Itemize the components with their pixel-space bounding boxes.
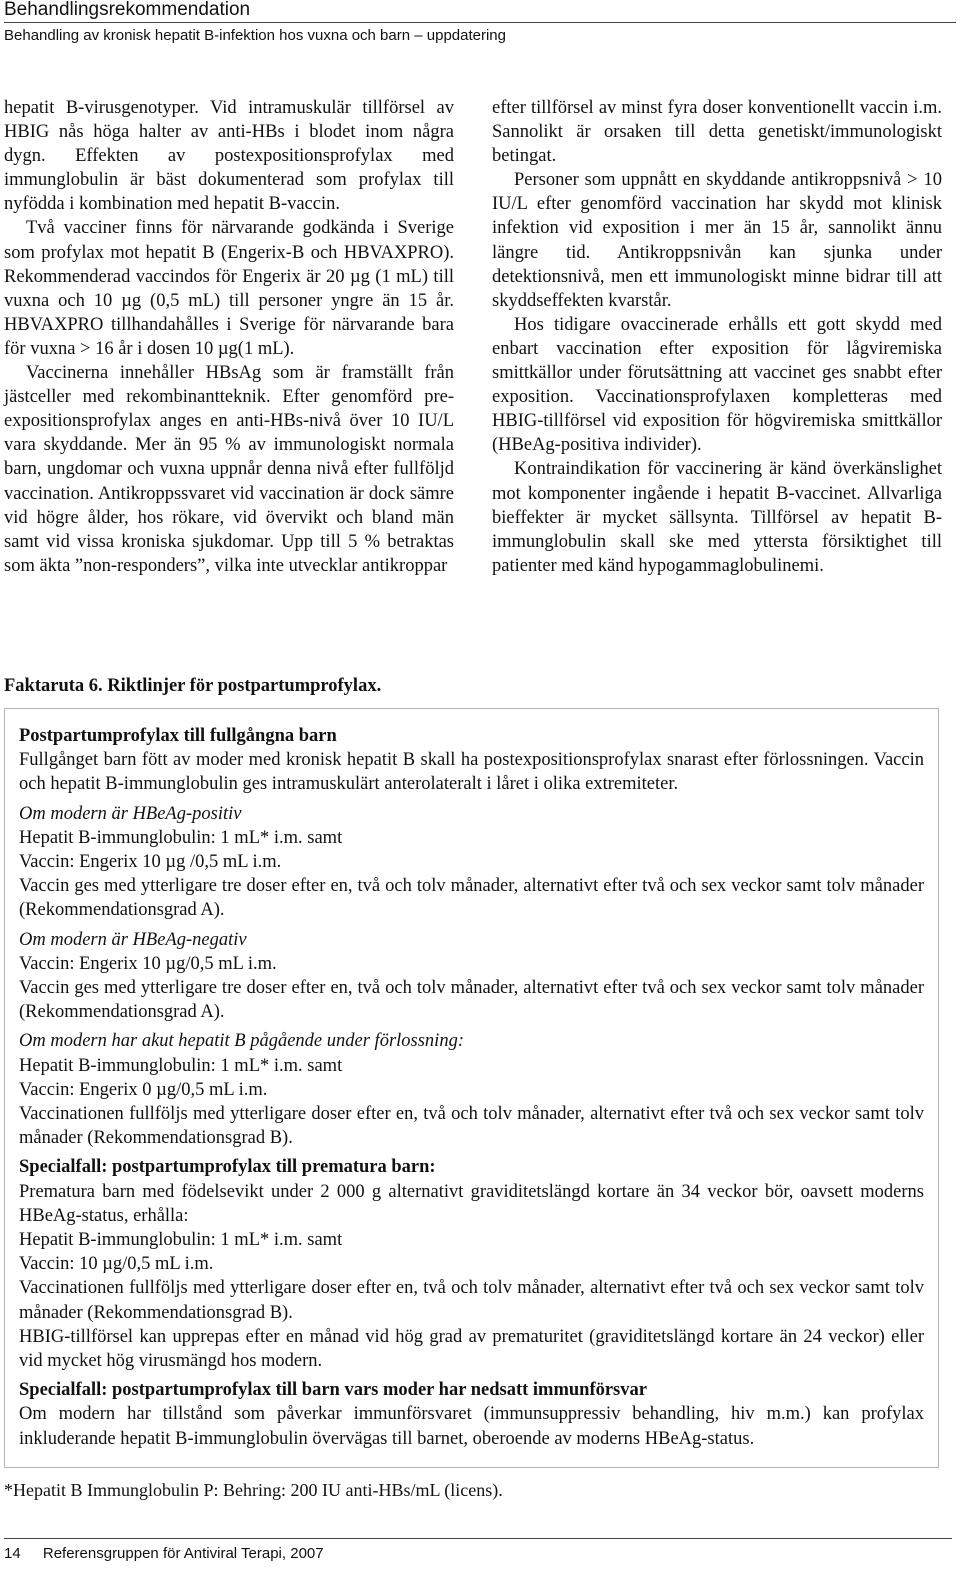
factbox-text: Vaccin ges med ytterligare tre doser efter en, två och tolv månader, alternativt efter två och sex veckor samt tolv månader (Rekommendationsgrad A). [19, 876, 924, 921]
factbox-caption: Faktaruta 6. Riktlinjer för postpartumprofylax. [4, 676, 382, 696]
factbox-text: Om modern har tillstånd som påverkar immunförsvaret (immunsuppressiv behandling, hiv m.m.) kan profylax inkluderande hepatit B-immunglobulin övervägas till barnet, oberoende av moderns HBeAg-status. [19, 1404, 924, 1449]
page-number: 14 [4, 1545, 21, 1562]
header-title: Behandlingsrekommendation [4, 0, 251, 20]
factbox-text: Vaccin: Engerix 0 µg/0,5 mL i.m. [19, 1079, 268, 1100]
factbox-heading: Specialfall: postpartumprofylax till barn vars moder har nedsatt immunförsvar [19, 1380, 647, 1401]
left-column [4, 96, 454, 578]
factbox-text: Hepatit B-immunglobulin: 1 mL* i.m. samt [19, 827, 343, 848]
factbox-text: HBIG-tillförsel kan upprepas efter en månad vid hög grad av prematuritet (graviditetslängd kortare än 24 veckor) eller vid mycket hög virusmängd hos modern. [19, 1326, 924, 1372]
body-paragraph: efter tillförsel av minst fyra doser konventionellt vaccin i.m. Sannolikt är orsaken till detta genetiskt/immunologiskt betingat. [492, 98, 942, 167]
factbox-text: Vaccin: 10 µg/0,5 mL i.m. [19, 1254, 214, 1275]
factbox-text: Vaccinationen fullföljs med ytterligare doser efter en, två och tolv månader, alternativt efter två och sex veckor samt tolv månader (Rekommendationsgrad B). [19, 1278, 924, 1323]
right-column [492, 96, 942, 578]
factbox-text: Hepatit B-immunglobulin: 1 mL* i.m. samt [19, 1055, 343, 1076]
factbox-heading: Specialfall: postpartumprofylax till prematura barn: [19, 1157, 436, 1178]
factbox [4, 708, 939, 1468]
footer-text: Referensgruppen för Antiviral Terapi, 2007 [42, 1545, 324, 1562]
factbox-text: Fullgånget barn fött av moder med kronisk hepatit B skall ha postexpositionsprofylax snarast efter förlossningen. Vaccin och hepatit B-immunglobulin ges intramuskulärt anterolateralt i låret i olika extremiteter. [19, 750, 924, 795]
factbox-text: Vaccinationen fullföljs med ytterligare doser efter en, två och tolv månader, alternativt efter två och sex veckor samt tolv månader (Rekommendationsgrad B). [19, 1104, 924, 1149]
body-paragraph: Vaccinerna innehåller HBsAg som är framställt från jästceller med rekombinantteknik. Efter genomförd pre-expositionsprofylax anges en anti-HBs-nivå över 10 IU/L vara skyddande. Mer än 95 % av immunologiskt normala barn, ungdomar och vuxna uppnår denna nivå efter fullföljd vaccination. Antikroppssvaret vid vaccination är dock sämre vid högre ålder, hos rökare, vid övervikt och bland män samt vid vissa kroniska sjukdomar. Upp till 5 % betraktas som äkta ”non-responders”, vilka inte utvecklar antikroppar [4, 363, 454, 576]
page-footer [4, 1545, 324, 1562]
factbox-heading: Postpartumprofylax till fullgångna barn [19, 726, 337, 746]
factbox-text: Vaccin: Engerix 10 µg /0,5 mL i.m. [19, 852, 282, 873]
factbox-subheading: Om modern är HBeAg-positiv [19, 803, 242, 824]
body-paragraph: Två vacciner finns för närvarande godkända i Sverige som profylax mot hepatit B (Engerix-B och HBVAXPRO). Rekommenderad vaccindos för Engerix är 20 µg (1 mL) till vuxna och 10 µg (0,5 mL) till personer yngre än 15 år. HBVAXPRO tillhandahålles i Sverige för närvarande bara för vuxna > 16 år i dosen 10 µg(1 mL). [4, 218, 454, 359]
footnote: *Hepatit B Immunglobulin P: Behring: 200 IU anti-HBs/mL (licens). [4, 1480, 503, 1500]
factbox-text: Prematura barn med födelsevikt under 2 000 g alternativt graviditetslängd kortare än 34 veckor bör, oavsett moderns HBeAg-status, erhålla: [19, 1181, 924, 1226]
factbox-text: Vaccin ges med ytterligare tre doser efter en, två och tolv månader, alternativt efter två och sex veckor samt tolv månader (Rekommendationsgrad A). [19, 978, 924, 1023]
factbox-subheading: Om modern är HBeAg-negativ [19, 929, 247, 950]
body-paragraph: Personer som uppnått en skyddande antikroppsnivå > 10 IU/L efter genomförd vaccination har skydd mot klinisk infektion vid exposition i mer än 15 år, sannolikt ännu längre tid. Antikroppsnivån kan sjunka under detektionsnivå, men ett immunologiskt minne bidrar till att skyddseffekten kvarstår. [492, 170, 942, 311]
factbox-text: Hepatit B-immunglobulin: 1 mL* i.m. samt [19, 1230, 343, 1251]
body-paragraph: hepatit B-virusgenotyper. Vid intramuskulär tillförsel av HBIG nås höga halter av anti-HBs i blodet inom några dygn. Effekten av postexpositionsprofylax med immunglobulin är bäst dokumenterad som profylax till nyfödda i kombination med hepatit B-vaccin. [4, 98, 454, 215]
footer-divider [4, 1538, 952, 1539]
body-paragraph: Hos tidigare ovaccinerade erhålls ett gott skydd med enbart vaccination efter exposition för lågviremiska smittkällor under förutsättning att vaccinet ges snabbt efter exposition. Vaccinationsprofylaxen kompletteras med HBIG-tillförsel vid exposition för högviremiska smittkällor (HBeAg-positiva individer). [492, 314, 942, 456]
factbox-subheading: Om modern har akut hepatit B pågående under förlossning: [19, 1031, 464, 1052]
body-paragraph: Kontraindikation för vaccinering är känd överkänslighet mot komponenter ingående i hepatit B-vaccinet. Allvarliga bieffekter är mycket sällsynta. Tillförsel av hepatit B-immunglobulin skall ske med yttersta försiktighet till patienter med känd hypogammaglobulinemi. [492, 459, 942, 576]
header-divider [4, 22, 956, 23]
page-header [4, 0, 956, 44]
factbox-text: Vaccin: Engerix 10 µg/0,5 mL i.m. [19, 953, 277, 974]
header-subtitle: Behandling av kronisk hepatit B-infektion hos vuxna och barn – uppdatering [4, 27, 506, 44]
